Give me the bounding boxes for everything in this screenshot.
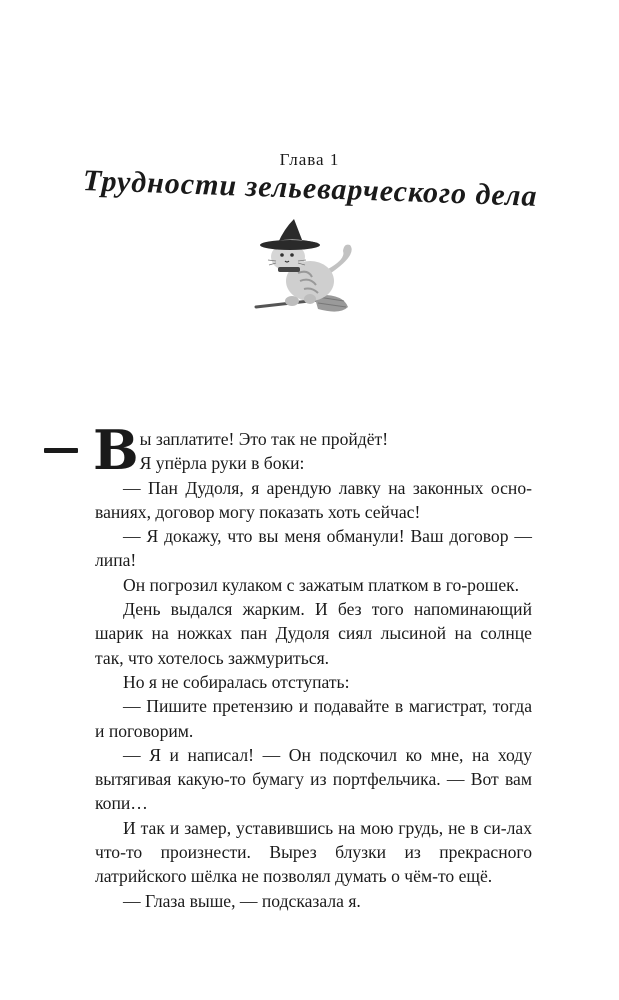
paragraph-8: — Пишите претензию и подавайте в магистрат, тогда и поговорим.: [95, 696, 532, 741]
opening-paragraph: [93, 418, 532, 482]
drop-cap: В: [93, 418, 138, 482]
paragraph-6: День выдался жарким. И без того напоминающий шарик на ножках пан Дудоля сиял лысиной на солнце так, что хотелось зажмуриться.: [95, 599, 532, 668]
paragraph-2: Я упёрла руки в боки:: [139, 453, 305, 474]
chapter-label: Глава 1: [279, 150, 340, 169]
witch-cat-on-broom-icon: [248, 215, 368, 330]
paragraph-9: — Я и написал! — Он подскочил ко мне, на ходу вытягивая какую-то бумагу из портфельчика. — Вот вам копи…: [95, 744, 532, 814]
paragraph-11: — Глаза выше, — подсказала я.: [123, 890, 361, 911]
chapter-title: Трудности зельеварческого дела: [82, 164, 539, 213]
paragraph-4: — Я докажу, что вы меня обманули! Ваш договор — липа!: [95, 526, 532, 571]
chapter-text: [93, 418, 532, 913]
paragraph-5: Он погрозил кулаком с зажатым платком в го-рошек.: [123, 574, 520, 595]
paragraph-3: — Пан Дудоля, я арендую лавку на законных осно-ваниях, договор могу показать хоть сейчас!: [95, 477, 532, 522]
paragraph-1: ы заплатите! Это так не пройдёт!: [139, 429, 389, 449]
dialogue-dash: [44, 448, 78, 453]
paragraph-7: Но я не собиралась отступать:: [123, 671, 350, 692]
paragraph-10: И так и замер, уставившись на мою грудь, не в си-лах что-то произнести. Вырез блузки из прекрасного латрийского шёлка не позволял думать о чём-то ещё.: [95, 817, 532, 887]
